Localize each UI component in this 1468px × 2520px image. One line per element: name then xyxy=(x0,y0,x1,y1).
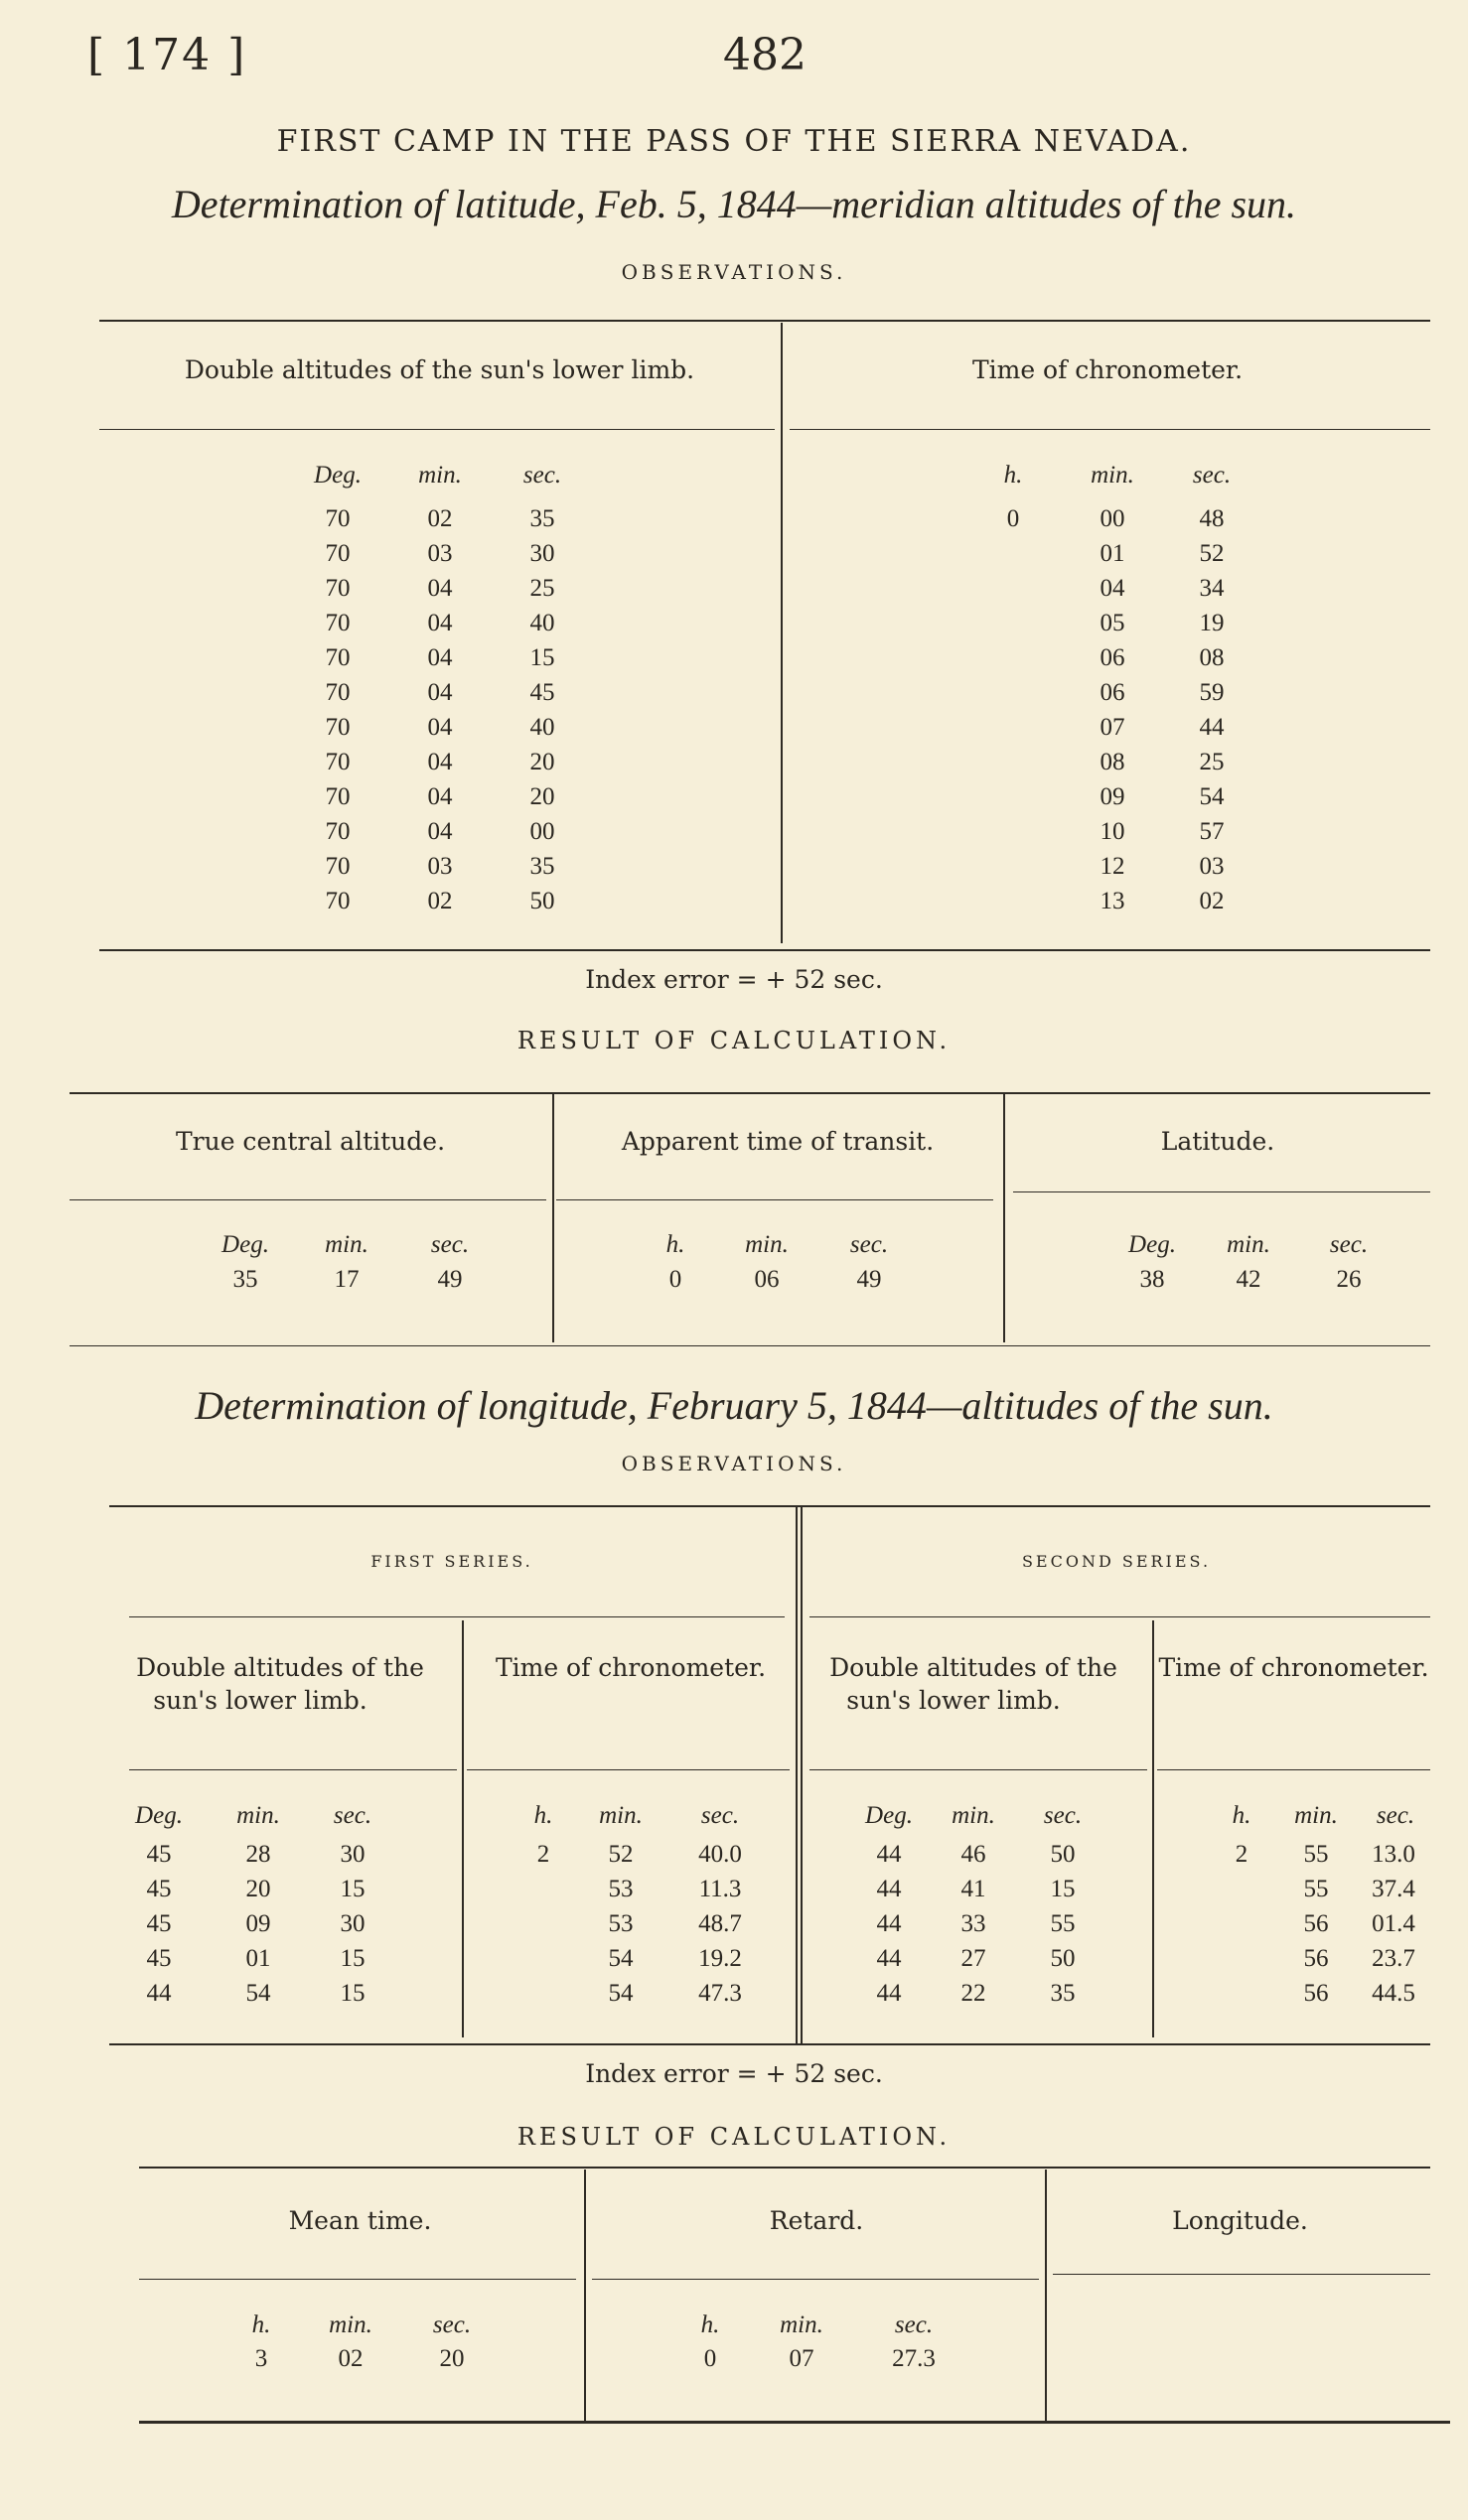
table-cell: 70 xyxy=(325,853,351,880)
table-cell: 07 xyxy=(1100,714,1125,741)
table-cell: 33 xyxy=(960,1910,986,1937)
rule xyxy=(1013,1191,1430,1192)
unit-min: min. xyxy=(952,1802,995,1829)
result-value: 49 xyxy=(856,1266,882,1293)
table-cell: 15 xyxy=(340,1876,366,1902)
unit-min: min. xyxy=(745,1231,789,1258)
column-divider xyxy=(584,2170,586,2423)
first-series-label: FIRST SERIES. xyxy=(370,1552,533,1571)
header-double-altitudes-4: sun's lower limb. xyxy=(846,1686,1061,1715)
table-cell: 45 xyxy=(146,1841,172,1868)
table-cell: 50 xyxy=(529,888,555,914)
header-retard: Retard. xyxy=(769,2206,864,2235)
column-alt-min xyxy=(405,501,475,918)
table-cell: 13 xyxy=(1100,888,1125,914)
series-divider xyxy=(796,1507,798,2043)
table-cell: 23.7 xyxy=(1372,1945,1415,1972)
result-value: 0 xyxy=(668,1266,682,1293)
table-cell: 56 xyxy=(1303,1910,1329,1937)
header-true-central-altitude: True central altitude. xyxy=(175,1127,446,1156)
header-apparent-time-of-transit: Apparent time of transit. xyxy=(621,1127,935,1156)
table-cell: 44 xyxy=(876,1945,902,1972)
longitude-observations-label: OBSERVATIONS. xyxy=(621,1452,847,1475)
table-cell: 00 xyxy=(529,818,555,845)
table-cell: 03 xyxy=(1199,853,1225,880)
unit-sec: sec. xyxy=(1376,1802,1415,1829)
header-double-altitudes: Double altitudes of the sun's lower limb. xyxy=(184,355,695,384)
table-cell: 45 xyxy=(146,1910,172,1937)
column-first-time-h xyxy=(509,1837,578,1872)
column-first-time-sec xyxy=(685,1837,755,2011)
table-cell: 15 xyxy=(1050,1876,1076,1902)
column-divider xyxy=(552,1094,554,1342)
unit-min: min. xyxy=(329,2311,372,2338)
rule xyxy=(99,429,775,430)
result-value: 17 xyxy=(334,1266,360,1293)
column-divider xyxy=(1045,2170,1047,2423)
unit-deg: Deg. xyxy=(135,1802,183,1829)
table-cell: 57 xyxy=(1199,818,1225,845)
table-cell: 70 xyxy=(325,714,351,741)
unit-sec: sec. xyxy=(849,1231,889,1258)
table-cell: 01 xyxy=(245,1945,271,1972)
unit-min: min. xyxy=(599,1802,643,1829)
unit-h: h. xyxy=(665,1231,685,1258)
table-cell: 09 xyxy=(1100,783,1125,810)
longitude-heading: Determination of longitude, February 5, 1844—altitudes of the sun. xyxy=(195,1383,1273,1428)
table-cell: 44 xyxy=(876,1980,902,2007)
column-first-alt-min xyxy=(223,1837,293,2011)
table-cell: 01 xyxy=(1100,540,1125,567)
column-alt-sec xyxy=(508,501,577,918)
latitude-observations-label: OBSERVATIONS. xyxy=(621,260,847,284)
rule xyxy=(99,320,1430,322)
unit-sec: sec. xyxy=(700,1802,740,1829)
table-cell: 04 xyxy=(427,714,453,741)
result-value: 27.3 xyxy=(892,2345,936,2372)
table-cell: 04 xyxy=(427,644,453,671)
longitude-result-label: RESULT OF CALCULATION. xyxy=(516,2123,952,2151)
table-cell: 52 xyxy=(1199,540,1225,567)
rule xyxy=(139,2279,576,2280)
table-cell: 20 xyxy=(529,783,555,810)
table-cell: 54 xyxy=(245,1980,271,2007)
table-cell: 54 xyxy=(1199,783,1225,810)
column-time-min xyxy=(1078,501,1147,918)
column-divider xyxy=(781,323,783,943)
table-cell: 06 xyxy=(1100,679,1125,706)
table-cell: 22 xyxy=(960,1980,986,2007)
rule xyxy=(70,1092,1430,1094)
rule xyxy=(790,429,1430,430)
table-cell: 48 xyxy=(1199,505,1225,532)
column-divider xyxy=(462,1620,464,2037)
rule xyxy=(109,1505,1430,1507)
table-cell: 55 xyxy=(1303,1841,1329,1868)
table-cell: 54 xyxy=(608,1945,634,1972)
table-cell: 44 xyxy=(1199,714,1225,741)
table-cell: 11.3 xyxy=(698,1876,742,1902)
column-first-time-min xyxy=(586,1837,656,2011)
unit-min: min. xyxy=(1227,1231,1270,1258)
table-cell: 40.0 xyxy=(698,1841,742,1868)
bracket-page-number: [ 174 ] xyxy=(87,30,247,80)
result-value: 26 xyxy=(1336,1266,1362,1293)
table-cell: 45 xyxy=(146,1945,172,1972)
table-cell: 44.5 xyxy=(1372,1980,1415,2007)
unit-min: min. xyxy=(325,1231,368,1258)
table-cell: 35 xyxy=(529,505,555,532)
column-alt-deg xyxy=(303,501,372,918)
table-cell: 04 xyxy=(427,575,453,602)
result-value: 0 xyxy=(703,2345,717,2372)
table-cell: 15 xyxy=(340,1980,366,2007)
unit-h: h. xyxy=(700,2311,720,2338)
table-cell: 02 xyxy=(427,505,453,532)
rule xyxy=(556,1199,993,1200)
latitude-index-error: Index error = + 52 sec. xyxy=(585,965,883,994)
column-divider xyxy=(1003,1094,1005,1342)
table-cell: 13.0 xyxy=(1372,1841,1415,1868)
unit-h: h. xyxy=(251,2311,271,2338)
table-cell: 10 xyxy=(1100,818,1125,845)
rule xyxy=(129,1769,457,1770)
table-cell: 08 xyxy=(1199,644,1225,671)
table-cell: 59 xyxy=(1199,679,1225,706)
table-cell: 70 xyxy=(325,679,351,706)
header-time-of-chronometer: Time of chronometer. xyxy=(971,355,1244,384)
table-cell: 40 xyxy=(529,714,555,741)
header-double-altitudes-3: Double altitudes of the xyxy=(829,1653,1117,1682)
result-value: 06 xyxy=(754,1266,780,1293)
rule xyxy=(592,2279,1039,2280)
table-cell: 0 xyxy=(1006,505,1020,532)
series-divider xyxy=(801,1507,803,2043)
table-cell: 44 xyxy=(876,1876,902,1902)
rule xyxy=(99,949,1430,951)
table-cell: 45 xyxy=(529,679,555,706)
table-cell: 70 xyxy=(325,783,351,810)
header-longitude: Longitude. xyxy=(1172,2206,1308,2235)
table-cell: 41 xyxy=(960,1876,986,1902)
result-value: 49 xyxy=(437,1266,463,1293)
header-mean-time: Mean time. xyxy=(288,2206,432,2235)
second-series-label: SECOND SERIES. xyxy=(1021,1552,1212,1571)
result-value: 35 xyxy=(232,1266,258,1293)
unit-h: h. xyxy=(1003,462,1023,489)
table-cell: 44 xyxy=(876,1910,902,1937)
header-double-altitudes-1: Double altitudes of the xyxy=(136,1653,424,1682)
table-cell: 40 xyxy=(529,610,555,636)
table-cell: 47.3 xyxy=(698,1980,742,2007)
table-cell: 12 xyxy=(1100,853,1125,880)
unit-deg: Deg. xyxy=(314,462,362,489)
table-cell: 04 xyxy=(1100,575,1125,602)
table-cell: 04 xyxy=(427,679,453,706)
table-cell: 30 xyxy=(340,1841,366,1868)
table-cell: 09 xyxy=(245,1910,271,1937)
longitude-index-error: Index error = + 52 sec. xyxy=(585,2059,883,2088)
unit-min: min. xyxy=(418,462,462,489)
table-cell: 54 xyxy=(608,1980,634,2007)
table-cell: 46 xyxy=(960,1841,986,1868)
page-title: FIRST CAMP IN THE PASS OF THE SIERRA NEVADA. xyxy=(276,124,1192,159)
unit-sec: sec. xyxy=(1043,1802,1083,1829)
table-cell: 52 xyxy=(608,1841,634,1868)
unit-sec: sec. xyxy=(430,1231,470,1258)
table-cell: 04 xyxy=(427,749,453,775)
result-value: 38 xyxy=(1139,1266,1165,1293)
rule xyxy=(139,2167,1430,2169)
header-double-altitudes-2: sun's lower limb. xyxy=(153,1686,367,1715)
column-second-alt-deg xyxy=(854,1837,924,2011)
table-cell: 2 xyxy=(1235,1841,1248,1868)
table-cell: 35 xyxy=(1050,1980,1076,2007)
column-time-sec xyxy=(1177,501,1247,918)
table-cell: 05 xyxy=(1100,610,1125,636)
table-cell: 25 xyxy=(1199,749,1225,775)
table-cell: 50 xyxy=(1050,1841,1076,1868)
table-cell: 55 xyxy=(1303,1876,1329,1902)
table-cell: 48.7 xyxy=(698,1910,742,1937)
table-cell: 15 xyxy=(529,644,555,671)
table-cell: 04 xyxy=(427,818,453,845)
unit-sec: sec. xyxy=(894,2311,934,2338)
latitude-result-label: RESULT OF CALCULATION. xyxy=(516,1027,952,1054)
table-cell: 37.4 xyxy=(1372,1876,1415,1902)
table-cell: 19 xyxy=(1199,610,1225,636)
column-second-time-min xyxy=(1281,1837,1351,2011)
table-cell: 70 xyxy=(325,888,351,914)
unit-sec: sec. xyxy=(522,462,562,489)
table-cell: 04 xyxy=(427,610,453,636)
unit-h: h. xyxy=(533,1802,553,1829)
header-time-of-chronometer-2: Time of chronometer. xyxy=(1158,1653,1429,1682)
latitude-heading: Determination of latitude, Feb. 5, 1844—meridian altitudes of the sun. xyxy=(171,182,1297,226)
unit-sec: sec. xyxy=(333,1802,372,1829)
table-cell: 04 xyxy=(427,783,453,810)
table-cell: 30 xyxy=(340,1910,366,1937)
table-cell: 02 xyxy=(1199,888,1225,914)
header-time-of-chronometer-1: Time of chronometer. xyxy=(495,1653,767,1682)
table-cell: 01.4 xyxy=(1372,1910,1415,1937)
unit-min: min. xyxy=(1091,462,1134,489)
table-cell: 70 xyxy=(325,644,351,671)
table-cell: 44 xyxy=(876,1841,902,1868)
column-second-alt-min xyxy=(939,1837,1008,2011)
table-cell: 03 xyxy=(427,540,453,567)
table-cell: 70 xyxy=(325,818,351,845)
unit-deg: Deg. xyxy=(221,1231,269,1258)
unit-sec: sec. xyxy=(1192,462,1232,489)
table-cell: 35 xyxy=(529,853,555,880)
unit-h: h. xyxy=(1232,1802,1251,1829)
header-latitude: Latitude. xyxy=(1160,1127,1275,1156)
column-second-time-h xyxy=(1207,1837,1276,1872)
table-cell: 70 xyxy=(325,540,351,567)
table-cell: 19.2 xyxy=(698,1945,742,1972)
unit-min: min. xyxy=(236,1802,280,1829)
table-cell: 02 xyxy=(427,888,453,914)
column-second-time-sec xyxy=(1359,1837,1428,2011)
page-number: 482 xyxy=(723,30,807,80)
column-first-alt-sec xyxy=(318,1837,387,2011)
rule xyxy=(70,1345,1430,1346)
table-cell: 03 xyxy=(427,853,453,880)
rule xyxy=(809,1769,1147,1770)
rule xyxy=(1053,2274,1430,2275)
table-cell: 56 xyxy=(1303,1945,1329,1972)
unit-deg: Deg. xyxy=(1128,1231,1176,1258)
result-value: 07 xyxy=(789,2345,814,2372)
table-cell: 45 xyxy=(146,1876,172,1902)
rule xyxy=(809,1616,1430,1617)
table-cell: 53 xyxy=(608,1876,634,1902)
table-cell: 70 xyxy=(325,610,351,636)
rule xyxy=(70,1199,546,1200)
table-cell: 70 xyxy=(325,575,351,602)
table-cell: 20 xyxy=(245,1876,271,1902)
table-cell: 27 xyxy=(960,1945,986,1972)
table-cell: 30 xyxy=(529,540,555,567)
result-value: 42 xyxy=(1236,1266,1261,1293)
result-value: 20 xyxy=(439,2345,465,2372)
unit-sec: sec. xyxy=(432,2311,472,2338)
table-cell: 15 xyxy=(340,1945,366,1972)
table-cell: 25 xyxy=(529,575,555,602)
unit-min: min. xyxy=(1294,1802,1338,1829)
unit-min: min. xyxy=(780,2311,823,2338)
column-first-alt-deg xyxy=(124,1837,194,2011)
table-cell: 20 xyxy=(529,749,555,775)
unit-deg: Deg. xyxy=(865,1802,913,1829)
result-value: 3 xyxy=(254,2345,268,2372)
table-cell: 56 xyxy=(1303,1980,1329,2007)
table-cell: 28 xyxy=(245,1841,271,1868)
table-cell: 50 xyxy=(1050,1945,1076,1972)
rule xyxy=(139,2421,1450,2424)
column-second-alt-sec xyxy=(1028,1837,1098,2011)
column-time-h xyxy=(978,501,1048,536)
table-cell: 00 xyxy=(1100,505,1125,532)
table-cell: 70 xyxy=(325,749,351,775)
rule xyxy=(129,1616,785,1617)
column-divider xyxy=(1152,1620,1154,2037)
table-cell: 55 xyxy=(1050,1910,1076,1937)
table-cell: 06 xyxy=(1100,644,1125,671)
rule xyxy=(109,2043,1430,2045)
table-cell: 70 xyxy=(325,505,351,532)
rule xyxy=(467,1769,790,1770)
unit-sec: sec. xyxy=(1329,1231,1369,1258)
result-value: 02 xyxy=(338,2345,364,2372)
table-cell: 53 xyxy=(608,1910,634,1937)
table-cell: 44 xyxy=(146,1980,172,2007)
table-cell: 34 xyxy=(1199,575,1225,602)
table-cell: 08 xyxy=(1100,749,1125,775)
rule xyxy=(1157,1769,1430,1770)
table-cell: 2 xyxy=(536,1841,550,1868)
